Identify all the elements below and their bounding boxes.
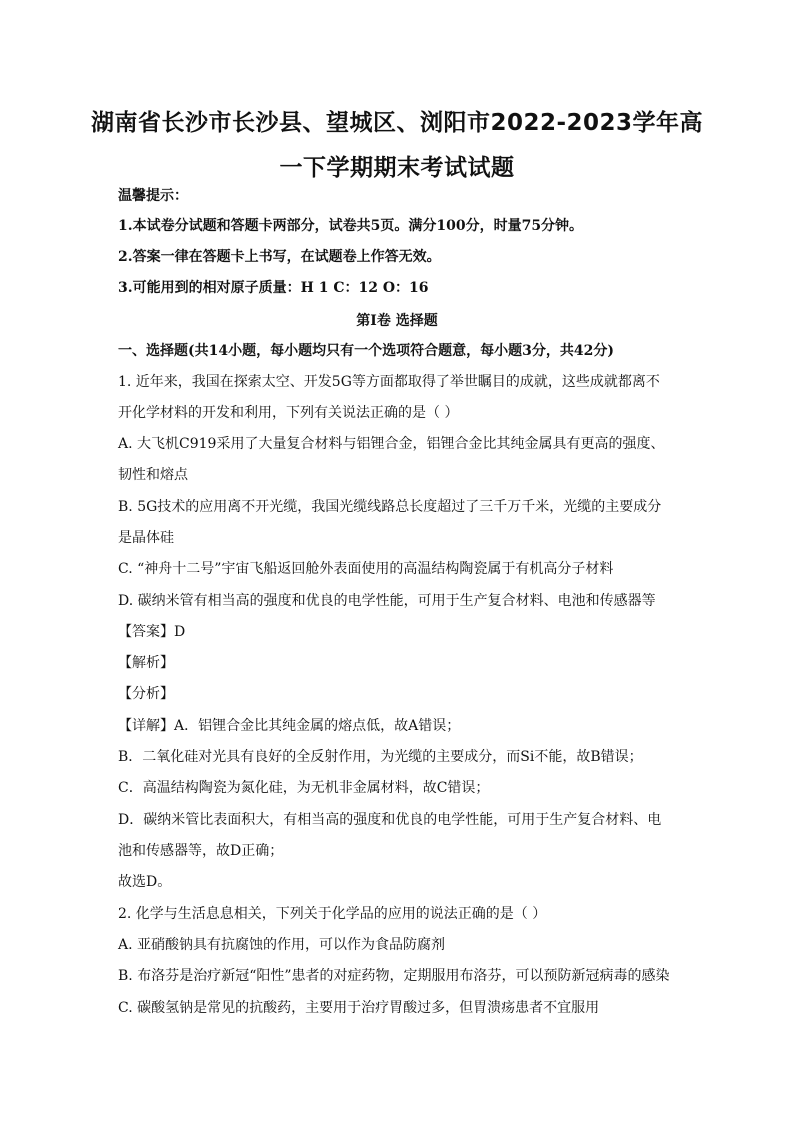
question-1-option-b: 是晶体硅 (118, 530, 174, 546)
question-1-option-a: 韧性和熔点 (118, 467, 188, 483)
question-2-option-c: C. 碳酸氢钠是常见的抗酸药，主要用于治疗胃酸过多，但胃溃疡患者不宜服用 (118, 1000, 600, 1016)
notice-heading: 温馨提示： (118, 188, 188, 204)
question-1-detail: 池和传感器等，故D正确； (118, 843, 284, 859)
notice-item: 3.可能用到的相对原子质量：H 1 C：12 O：16 (118, 280, 429, 296)
question-1-detail: 【详解】A．铝锂合金比其纯金属的熔点低，故A错误； (118, 718, 461, 734)
document-title-line-2: 一下学期期末考试试题 (279, 155, 515, 181)
question-1-detail: D．碳纳米管比表面积大，有相当高的强度和优良的电学性能，可用于生产复合材料、电 (118, 812, 662, 828)
document-title-line-1: 湖南省长沙市长沙县、望城区、浏阳市2022-2023学年高 (90, 110, 704, 136)
question-1-option-c: C. “神舟十二号”宇宙飞船返回舱外表面使用的高温结构陶瓷属于有机高分子材料 (118, 561, 614, 577)
question-1-stem: 1. 近年来，我国在探索太空、开发5G等方面都取得了举世瞩目的成就，这些成就都离不 (118, 374, 660, 390)
question-1-option-d: D. 碳纳米管有相当高的强度和优良的电学性能，可用于生产复合材料、电池和传感器等 (118, 593, 656, 609)
notice-item: 2.答案一律在答题卡上书写，在试题卷上作答无效。 (118, 249, 441, 265)
question-2-option-a: A. 亚硝酸钠具有抗腐蚀的作用，可以作为食品防腐剂 (118, 937, 446, 953)
question-1-detail: B．二氧化硅对光具有良好的全反射作用，为光缆的主要成分，而Si不能，故B错误； (118, 749, 643, 765)
question-1-detail: C．高温结构陶瓷为氮化硅，为无机非金属材料，故C错误； (118, 780, 490, 796)
question-1-answer: 【答案】D (118, 624, 186, 640)
question-1-analysis: 【解析】 (118, 655, 174, 671)
part-heading: 一、选择题(共14小题，每小题均只有一个选项符合题意，每小题3分，共42分) (118, 343, 614, 359)
question-2-stem: 2. 化学与生活息息相关，下列关于化学品的应用的说法正确的是（ ） (118, 906, 547, 922)
question-1-option-a: A. 大飞机C919采用了大量复合材料与铝锂合金，铝锂合金比其纯金属具有更高的强度、 (118, 436, 665, 452)
question-1-stem: 开化学材料的开发和利用，下列有关说法正确的是（ ） (118, 405, 459, 421)
question-2-option-b: B. 布洛芬是治疗新冠“阳性”患者的对症药物，定期服用布洛芬，可以预防新冠病毒的感染 (118, 968, 670, 984)
section-title: 第Ⅰ卷 选择题 (356, 313, 438, 329)
question-1-option-b: B. 5G技术的应用离不开光缆，我国光缆线路总长度超过了三千万千米，光缆的主要成分 (118, 499, 662, 515)
notice-item: 1.本试卷分试题和答题卡两部分，试卷共5页。满分100分，时量75分钟。 (118, 218, 584, 234)
question-1-detail: 故选D。 (118, 874, 172, 890)
question-1-fenxi: 【分析】 (118, 686, 174, 702)
